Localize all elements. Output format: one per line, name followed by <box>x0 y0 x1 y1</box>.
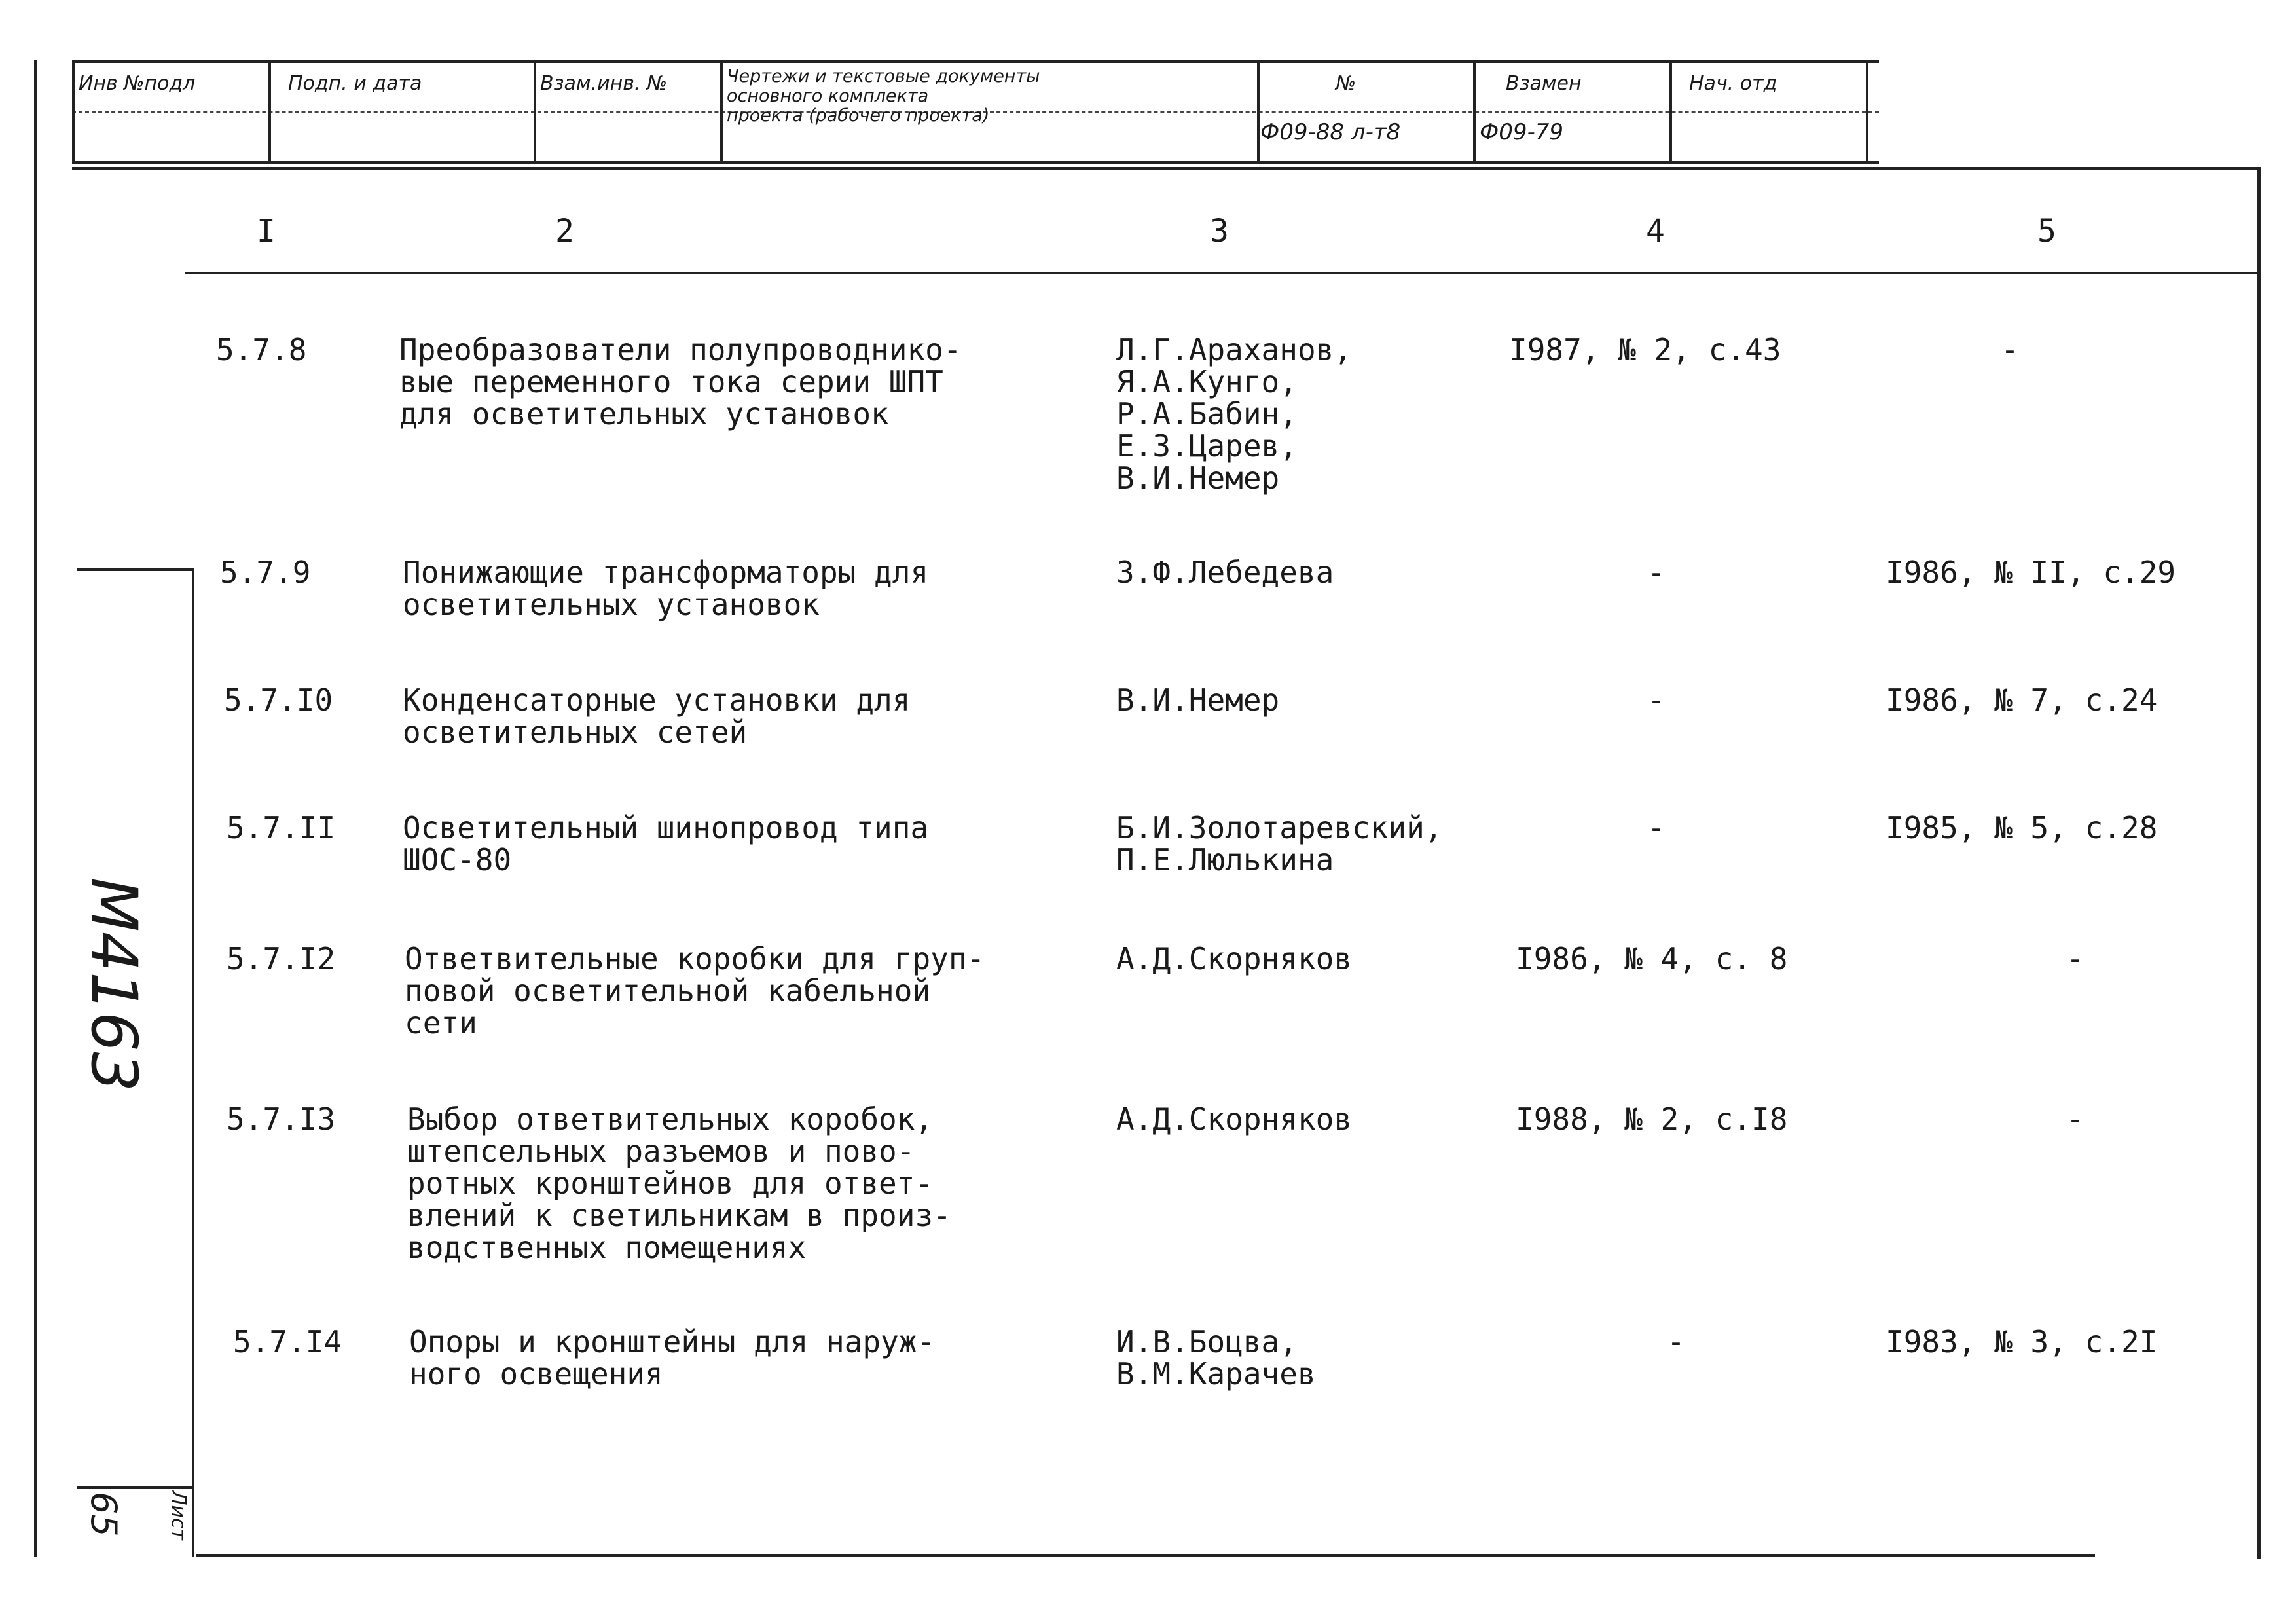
column-header-4: 4 <box>1646 213 1665 249</box>
row-col5: - <box>2066 941 2085 976</box>
stamp-head-number: № <box>1336 72 1357 95</box>
stamp-cell-replaced-inv <box>534 63 536 161</box>
stamp-head-signature: Подп. и дата <box>288 72 422 95</box>
stamp-head-docs: Чертежи и текстовые документы основного комплекта проекта (рабочего проекта) <box>727 66 1040 126</box>
row-title: Выбор ответвительных коробок, штепсельных разъемов и пово- ротных кронштейнов для ответ- влений к светильникам в произ- водственных помещениях <box>407 1101 951 1265</box>
stamp-cell-end <box>1866 63 1868 161</box>
row-col5: - <box>2001 332 2019 367</box>
row-col4: - <box>1647 555 1666 590</box>
frame-left-line <box>34 60 37 1557</box>
row-col5: I985, № 5, с.28 <box>1886 810 2158 845</box>
stamp-head-replaces: Взамен <box>1506 72 1582 95</box>
row-number: 5.7.I4 <box>233 1324 342 1359</box>
row-col4: I986, № 4, с. 8 <box>1516 941 1788 976</box>
row-col5: I986, № II, с.29 <box>1886 555 2176 590</box>
column-header-1: I <box>257 213 276 249</box>
title-block-stamp <box>72 60 1879 164</box>
row-title: Преобразователи полупроводнико- вые переменного тока серии ШПТ для осветительных установок <box>399 332 962 432</box>
inventory-number: М4163 <box>77 877 151 1092</box>
row-col5: - <box>2066 1101 2085 1137</box>
stamp-replaces-code: Ф09-79 <box>1480 119 1564 145</box>
row-number: 5.7.I0 <box>224 682 333 718</box>
row-col5: I986, № 7, с.24 <box>1886 682 2158 718</box>
row-col4: - <box>1647 682 1666 718</box>
row-number: 5.7.8 <box>216 332 307 367</box>
row-number: 5.7.I2 <box>227 941 336 976</box>
row-title: Ответвительные коробки для груп- повой осветительной кабельной сети <box>405 941 985 1041</box>
row-authors: И.В.Боцва, В.М.Карачев <box>1116 1324 1316 1392</box>
row-authors: Б.И.Золотаревский, П.Е.Люлькина <box>1116 810 1443 877</box>
row-col4: I987, № 2, с.43 <box>1509 332 1781 367</box>
row-col5: I983, № 3, с.2I <box>1886 1324 2158 1359</box>
row-title: Понижающие трансформаторы для осветительных установок <box>403 555 929 622</box>
stamp-cell-inv-no <box>72 63 75 161</box>
row-number: 5.7.I3 <box>227 1101 336 1137</box>
stamp-head-dept-head: Нач. отд <box>1689 72 1777 95</box>
row-col4: I988, № 2, с.I8 <box>1516 1101 1788 1137</box>
column-header-2: 2 <box>555 213 574 249</box>
row-authors: В.И.Немер <box>1116 682 1280 718</box>
header-rule <box>185 272 2257 274</box>
row-col4: - <box>1647 810 1666 845</box>
frame-right-line <box>2257 167 2261 1559</box>
stamp-cell-number <box>1257 63 1260 161</box>
row-title: Опоры и кронштейны для наруж- ного освещения <box>409 1324 936 1392</box>
stamp-cell-dept-head <box>1669 63 1672 161</box>
frame-bottom-line <box>196 1554 2095 1557</box>
stamp-cell-replaces <box>1473 63 1476 161</box>
stamp-head-inv-no: Инв №подл <box>79 72 196 95</box>
row-title: Осветительный шинопровод типа ШОС-80 <box>403 810 929 877</box>
row-title: Конденсаторные установки для осветительных сетей <box>403 682 911 750</box>
sheet-number: 65 <box>83 1492 124 1537</box>
row-authors: А.Д.Скорняков <box>1116 1101 1353 1137</box>
row-col4: - <box>1667 1324 1685 1359</box>
row-authors: З.Ф.Лебедева <box>1116 555 1334 590</box>
row-number: 5.7.9 <box>220 555 311 590</box>
stamp-cell-docs <box>720 63 723 161</box>
row-authors: А.Д.Скорняков <box>1116 941 1353 976</box>
stamp-cell-signature <box>268 63 271 161</box>
row-number: 5.7.II <box>227 810 336 845</box>
column-header-5: 5 <box>2037 213 2056 249</box>
stamp-doc-code: Ф09-88 л-т8 <box>1260 119 1401 145</box>
frame-top-line <box>72 167 2259 170</box>
row-authors: Л.Г.Араханов, Я.А.Кунго, Р.А.Бабин, Е.З.Царев, В.И.Немер <box>1116 332 1353 496</box>
column-header-3: 3 <box>1210 213 1229 249</box>
sheet-label: Лист <box>167 1490 190 1541</box>
stamp-head-replaced-inv: Взам.инв. № <box>540 72 668 95</box>
